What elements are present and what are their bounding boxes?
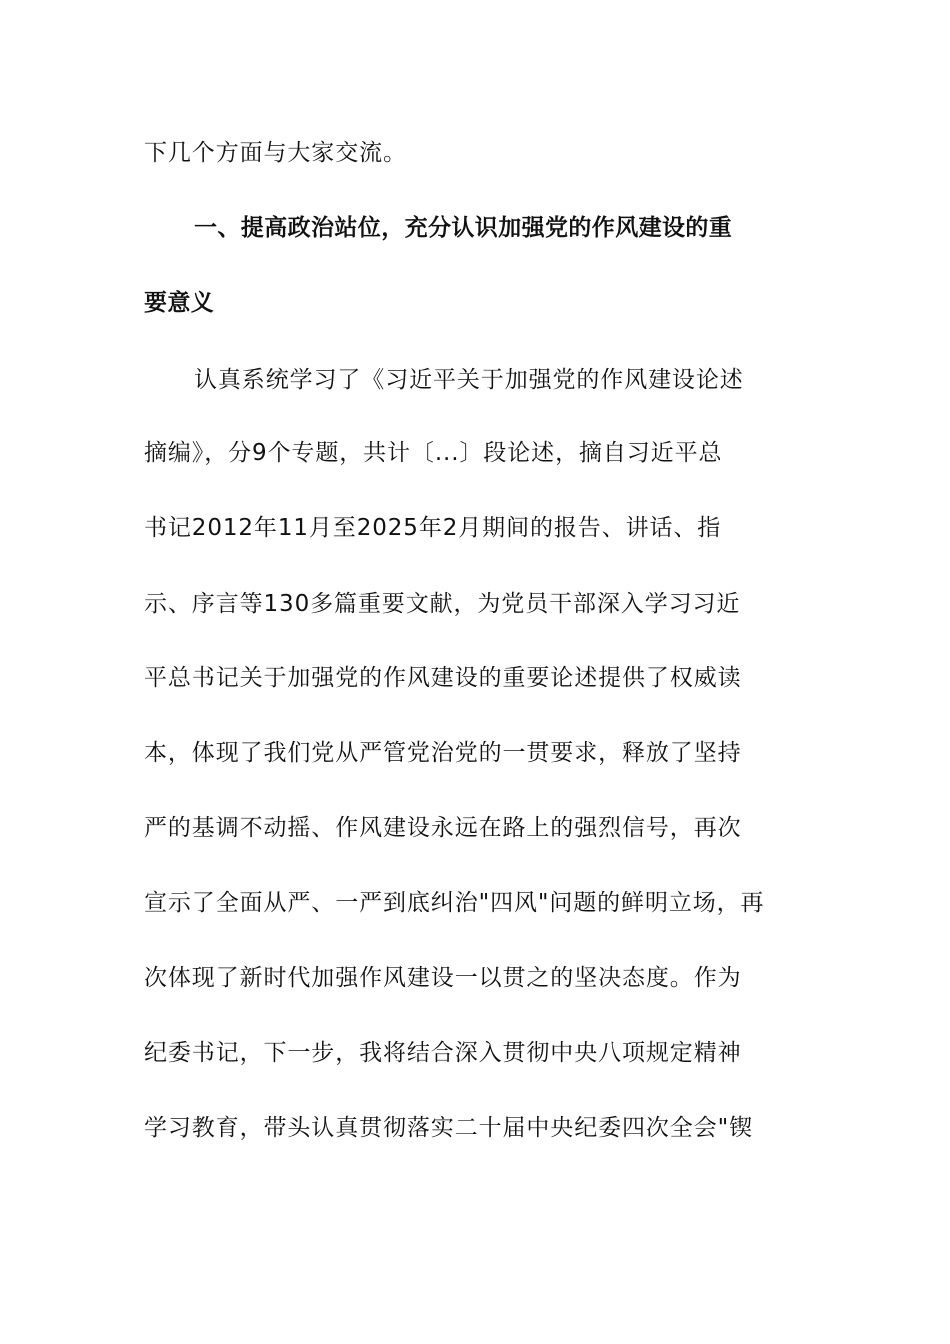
paragraph-line: 纪委书记，下一步，我将结合深入贯彻中央八项规定精神	[144, 1040, 742, 1066]
section-heading-line: 一、提高政治站位，充分认识加强党的作风建设的重	[194, 215, 733, 241]
paragraph-line: 平总书记关于加强党的作风建设的重要论述提供了权威读	[144, 665, 742, 691]
paragraph-line: 摘编》，分9个专题，共计〔...〕段论述，摘自习近平总	[144, 440, 723, 466]
paragraph-line: 次体现了新时代加强作风建设一以贯之的坚决态度。作为	[144, 965, 742, 991]
paragraph-line: 学习教育，带头认真贯彻落实二十届中央纪委四次全会"锲	[144, 1115, 753, 1141]
paragraph-line: 下几个方面与大家交流。	[144, 140, 407, 166]
paragraph-line: 书记2012年11月至2025年2月期间的报告、讲话、指	[144, 515, 722, 541]
paragraph-line: 严的基调不动摇、作风建设永远在路上的强烈信号，再次	[144, 815, 742, 841]
paragraph-line: 宣示了全面从严、一严到底纠治"四风"问题的鲜明立场，再	[144, 890, 765, 916]
paragraph-line: 示、序言等130多篇重要文献，为党员干部深入学习习近	[144, 591, 741, 617]
paragraph-line: 本，体现了我们党从严管党治党的一贯要求，释放了坚持	[144, 740, 742, 766]
paragraph-line: 认真系统学习了《习近平关于加强党的作风建设论述	[194, 367, 744, 393]
section-heading-line: 要意义	[144, 290, 215, 316]
